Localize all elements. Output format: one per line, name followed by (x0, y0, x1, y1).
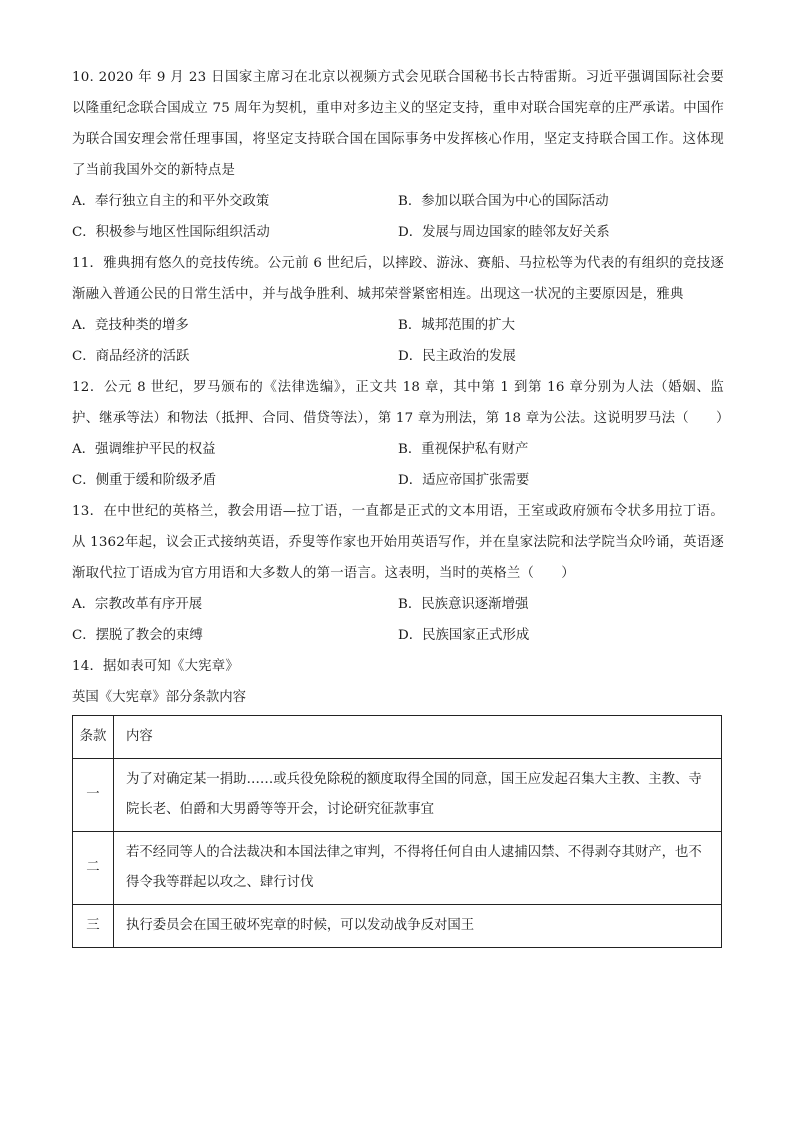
table-row (73, 905, 722, 948)
option-a: A．竞技种类的增多 (72, 318, 189, 333)
option-b: B．民族意识逐渐增强 (398, 597, 529, 612)
header-clause: 条款 (73, 716, 114, 759)
option-d: D．民主政治的发展 (398, 349, 516, 364)
question-11 (72, 248, 724, 372)
option-d: D．发展与周边国家的睦邻友好关系 (398, 225, 610, 240)
table-row (73, 832, 722, 905)
option-c: C．侧重于缓和阶级矛盾 (72, 473, 217, 488)
option-a: A．强调维护平民的权益 (72, 442, 216, 457)
option-c: C．积极参与地区性国际组织活动 (72, 225, 270, 240)
question-14 (72, 651, 724, 948)
question-stem: 14．据如表可知《大宪章》 (72, 659, 239, 674)
option-list (72, 186, 724, 248)
table-row (73, 759, 722, 832)
option-list (72, 310, 724, 372)
table-header-row (73, 716, 722, 759)
clause-number: 三 (73, 905, 114, 948)
option-list (72, 434, 724, 496)
option-a: A．奉行独立自主的和平外交政策 (72, 194, 270, 209)
option-c: C．摆脱了教会的束缚 (72, 628, 203, 643)
clause-content: 若不经同等人的合法裁决和本国法律之审判，不得将任何自由人逮捕囚禁、不得剥夺其财产，也不得令我等群起以攻之、肆行讨伐 (114, 832, 722, 905)
question-stem: 10. 2020 年 9 月 23 日国家主席习在北京以视频方式会见联合国秘书长古特雷斯。习近平强调国际社会要以隆重纪念联合国成立 75 周年为契机，重申对多边主义的坚定支持，重申对联合国宪章的庄严承诺。中国作为联合国安理会常任理事国，将坚定支持联合国在国际事务中发挥核心作用，坚定支持联合国工作。这体现了当前我国外交的新特点是 (72, 70, 724, 178)
header-content: 内容 (114, 716, 722, 759)
exam-page (72, 62, 730, 948)
option-d: D．适应帝国扩张需要 (398, 473, 530, 488)
option-b: B．参加以联合国为中心的国际活动 (398, 194, 609, 209)
option-list (72, 589, 724, 651)
option-d: D．民族国家正式形成 (398, 628, 530, 643)
clause-number: 一 (73, 759, 114, 832)
question-stem: 13．在中世纪的英格兰，教会用语—拉丁语，一直都是正式的文本用语，王室或政府颁布令状多用拉丁语。从 1362年起，议会正式接纳英语，乔叟等作家也开始用英语写作，并在皇家法院和法学院当众吟诵，英语逐渐取代拉丁语成为官方用语和大多数人的第一语言。这表明，当时的英格兰（ ） (72, 504, 724, 581)
option-c: C．商品经济的活跃 (72, 349, 190, 364)
option-b: B．城邦范围的扩大 (398, 318, 515, 333)
table-caption: 英国《大宪章》部分条款内容 (72, 690, 247, 705)
question-12 (72, 372, 730, 496)
question-stem: 12．公元 8 世纪，罗马颁布的《法律选编》，正文共 18 章，其中第 1 到第 16 章分别为人法（婚姻、监护、继承等法）和物法（抵押、合同、借贷等法），第 17 章为刑法，第 18 章为公法。这说明罗马法（ ） (72, 380, 730, 426)
option-a: A．宗教改革有序开展 (72, 597, 203, 612)
clause-content: 为了对确定某一捐助……或兵役免除税的额度取得全国的同意，国王应发起召集大主教、主教、寺院长老、伯爵和大男爵等等开会，讨论研究征款事宜 (114, 759, 722, 832)
question-10 (72, 62, 724, 248)
option-b: B．重视保护私有财产 (398, 442, 529, 457)
magna-carta-table (72, 715, 722, 948)
question-13 (72, 496, 724, 651)
question-stem: 11．雅典拥有悠久的竞技传统。公元前 6 世纪后，以摔跤、游泳、赛船、马拉松等为代表的有组织的竞技逐渐融入普通公民的日常生活中，并与战争胜利、城邦荣誉紧密相连。出现这一状况的主要原因是，雅典 (72, 256, 724, 302)
clause-number: 二 (73, 832, 114, 905)
clause-content: 执行委员会在国王破坏宪章的时候，可以发动战争反对国王 (114, 905, 722, 948)
